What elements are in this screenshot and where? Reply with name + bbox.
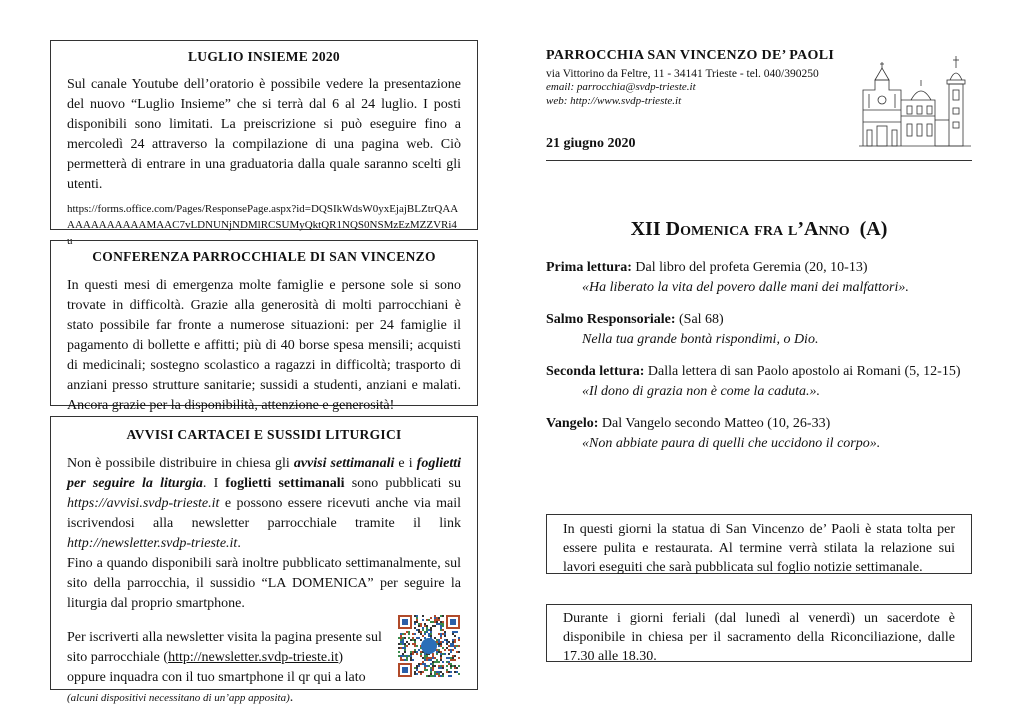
reading-label: Vangelo: xyxy=(546,416,599,431)
parish-email[interactable]: email: parrocchia@svdp-trieste.it xyxy=(546,81,696,93)
statua-notice-box: In questi giorni la statua di San Vincenzo de’ Paoli è stata tolta per essere pulita e restaurata. Al termine verrà stilata la relazione sui lavori eseguiti che sarà pubblicata sul foglio notizie settimanale. xyxy=(546,514,972,574)
header-divider xyxy=(546,160,972,161)
text-span: foglietti per seguire la liturgia xyxy=(67,456,461,491)
avvisi-paragraph-2: Fino a quando disponibili sarà inoltre pubblicato settimanalmente, sul sito della parrocchia, il sussidio “LA DOMENICA” per seguire la liturgia dal proprio smartphone. xyxy=(67,556,461,611)
reading-quote: «Non abbiate paura di quelli che uccidono il corpo». xyxy=(582,436,881,451)
reading-ref: Dal Vangelo secondo Matteo (10, 26-33) xyxy=(598,416,831,431)
text-span: Per iscriverti alla newsletter visita la pagina presente sul sito parrocchiale ( xyxy=(67,630,382,665)
parish-name: PARROCCHIA SAN VINCENZO DE’ PAOLI xyxy=(546,48,835,63)
parish-web[interactable]: web: http://www.svdp-trieste.it xyxy=(546,95,682,107)
reading-prima xyxy=(546,258,976,298)
conferenza-box xyxy=(50,240,478,413)
reading-ref: Dalla lettera di san Paolo apostolo ai Romani (5, 12-15) xyxy=(644,364,961,379)
reading-quote: Nella tua grande bontà rispondimi, o Dio. xyxy=(582,332,819,347)
avvisi-link[interactable]: https://avvisi.svdp-trieste.it xyxy=(67,496,220,511)
feriali-notice-box: Durante i giorni feriali (dal lunedì al venerdì) un sacerdote è disponibile in chiesa per il sacramento della Riconciliazione, dalle 17.30 alle 18.30. xyxy=(546,604,972,662)
avvisi-box xyxy=(50,416,478,705)
text-span: (A) xyxy=(849,218,888,240)
text-span: XII xyxy=(630,218,666,240)
luglio-insieme-url[interactable]: https://forms.office.com/Pages/ResponsePage.aspx?id=DQSIkWdsW0yxEjajBLZtrQAAAAAAAAAAAAMAAC7vLDNUNjNDMlRCSUMyQktQR1NQS0NSMzEzMZZVRi4u xyxy=(67,203,459,247)
reading-salmo xyxy=(546,310,976,350)
reading-quote: «Ha liberato la vita del povero dalle mani dei malfattori». xyxy=(582,280,909,295)
reading-label: Salmo Responsoriale: xyxy=(546,312,676,327)
sunday-title xyxy=(546,218,972,241)
reading-vangelo xyxy=(546,414,976,454)
reading-quote: «Il dono di grazia non è come la caduta.». xyxy=(582,384,820,399)
text-span: Non è possibile distribuire in chiesa gli xyxy=(67,456,294,471)
text-span: e i xyxy=(394,456,417,471)
reading-ref: (Sal 68) xyxy=(675,312,724,327)
avvisi-paragraph-1 xyxy=(67,454,461,554)
reading-seconda xyxy=(546,362,976,402)
conferenza-text: In questi mesi di emergenza molte famiglie e persone sole si sono trovate in difficoltà. Grazie alla generosità di molti parrocchiani è stato possibile far fronte a numerose situazioni: per 24 famiglie il pagamento di bollette e affitti; più di 40 borse spesa mensili; acquisti di medicinali; sostegno scolastico a ragazzi in difficoltà; trasporto di anziani presso strutture sanitarie; sussidi a studenti, anziani e malati. Ancora grazie per la disponibilità, attenzione e generosità! xyxy=(67,278,461,413)
newsletter-page-link[interactable]: http://newsletter.svdp-trieste.it xyxy=(168,650,339,665)
newsletter-paragraph xyxy=(67,628,385,708)
reading-label: Seconda lettura: xyxy=(546,364,645,379)
text-span: avvisi settimanali xyxy=(293,456,395,471)
luglio-insieme-text: Sul canale Youtube dell’oratorio è possibile vedere la presentazione del nuovo “Luglio Insieme” che si terrà dal 6 al 24 luglio. I posti disponibili sono limitati. La preiscrizione si può eseguire fino a mercoledì 24 attraverso la compilazione di una pagina web. Ciò permetterà di entrare in una graduatoria dalla quale saranno scelti gli utenti. xyxy=(67,77,461,192)
parish-address: via Vittorino da Feltre, 11 - 34141 Trieste - tel. 040/390250 xyxy=(546,68,819,80)
text-span: . I xyxy=(202,476,226,491)
avvisi-title: AVVISI CARTACEI E SUSSIDI LITURGICI xyxy=(126,427,402,442)
reading-label: Prima lettura: xyxy=(546,260,632,275)
parish-header xyxy=(546,48,834,108)
text-span: e possono essere ricevuti anche via mail iscrivendosi alla newsletter parrocchiale tramite il link xyxy=(67,496,461,531)
text-span: . xyxy=(289,690,294,705)
text-span: Domenica fra l’Anno xyxy=(665,218,850,240)
text-span: . xyxy=(237,536,241,551)
newsletter-link[interactable]: http://newsletter.svdp-trieste.it xyxy=(67,536,238,551)
luglio-insieme-title: LUGLIO INSIEME 2020 xyxy=(188,49,340,64)
conferenza-title: CONFERENZA PARROCCHIALE DI SAN VINCENZO xyxy=(92,249,436,264)
luglio-insieme-box xyxy=(50,40,478,247)
text-span: ) oppure inquadra con il tuo smartphone il qr qui a lato xyxy=(67,650,366,685)
reading-ref: Dal libro del profeta Geremia (20, 10-13) xyxy=(631,260,868,275)
text-span: foglietti settimanali xyxy=(225,476,345,491)
text-span: sono pubblicati su xyxy=(344,476,461,491)
qr-code-icon[interactable] xyxy=(396,613,462,679)
bulletin-date: 21 giugno 2020 xyxy=(546,136,636,151)
church-drawing-icon xyxy=(855,50,975,154)
text-span: (alcuni dispositivi necessitano di un’app apposita) xyxy=(67,692,290,704)
